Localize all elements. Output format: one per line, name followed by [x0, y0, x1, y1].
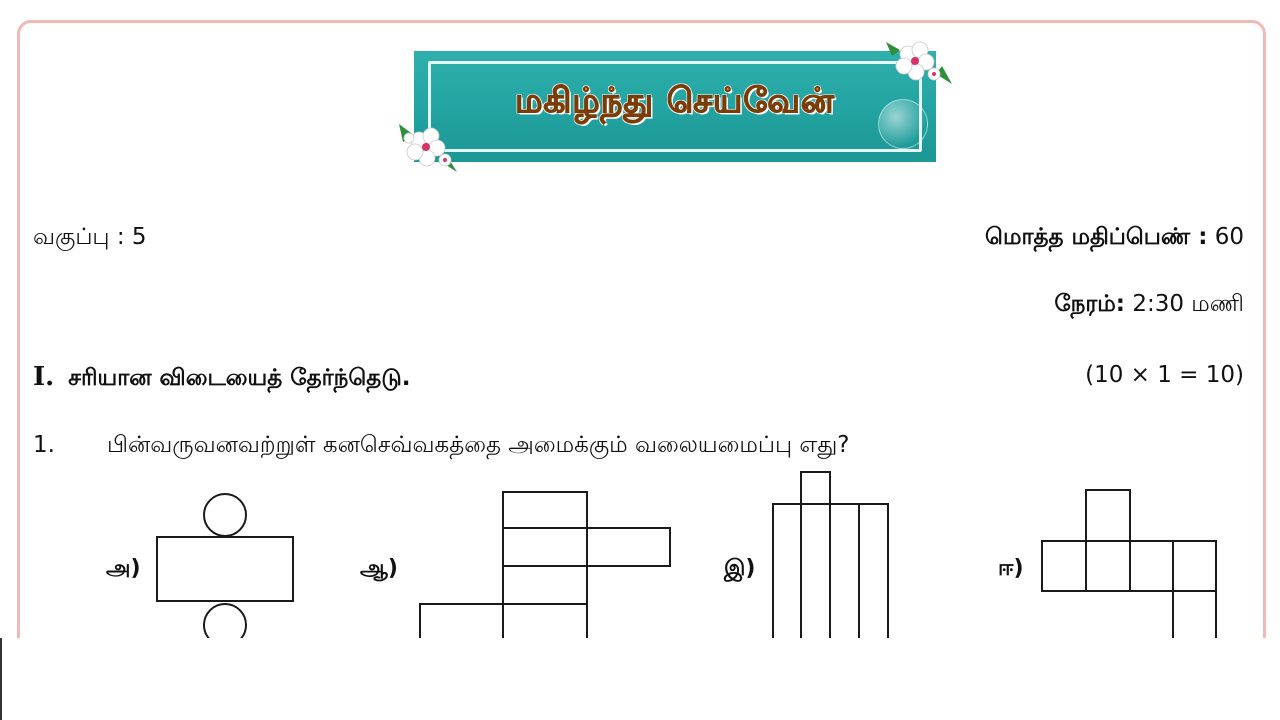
section-marks: (10 × 1 = 10) — [1085, 362, 1244, 388]
option-c-net-diagram — [770, 470, 894, 650]
total-marks — [985, 224, 1244, 253]
time-value: 2:30 மணி — [1132, 291, 1244, 317]
question-text: பின்வருவனவற்றுள் கனசெவ்வகத்தை அமைக்கும் வலையமைப்பு எது? — [107, 432, 850, 458]
net-a-top-circle — [204, 494, 246, 536]
option-d-net-diagram — [1040, 488, 1222, 650]
net-b-face — [587, 528, 670, 566]
net-d-face — [1086, 541, 1130, 591]
net-c-face — [859, 504, 888, 644]
section-number: I. — [33, 362, 55, 392]
net-c-face — [773, 504, 801, 644]
total-marks-value: 60 — [1214, 224, 1244, 250]
cropped-bottom-area — [0, 638, 1280, 720]
banner-title: மகிழ்ந்து செய்வேன் — [515, 81, 835, 121]
net-c-face — [801, 472, 830, 504]
net-d-face — [1086, 490, 1130, 541]
option-c-label: இ) — [724, 556, 756, 581]
option-b-label: ஆ) — [360, 556, 398, 581]
section-heading — [33, 362, 411, 394]
net-a-rectangle — [157, 537, 293, 601]
option-a-net-diagram — [150, 490, 300, 650]
net-b-face — [503, 528, 587, 566]
flower-decoration-right-icon — [884, 36, 954, 96]
net-d-face — [1130, 541, 1173, 591]
flower-decoration-left-icon — [393, 116, 463, 176]
net-b-face — [503, 492, 587, 528]
grade-label: வகுப்பு : 5 — [33, 224, 147, 250]
total-marks-label: மொத்த மதிப்பெண் : — [985, 224, 1208, 250]
title-banner — [414, 51, 936, 162]
option-b-net-diagram — [418, 490, 674, 650]
net-d-face — [1173, 541, 1216, 591]
net-c-face — [830, 504, 859, 644]
left-edge-line — [0, 638, 2, 720]
question-number: 1. — [33, 432, 55, 458]
time-label: நேரம்: — [1054, 291, 1125, 317]
exam-time — [1054, 291, 1244, 320]
section-title: சரியான விடையைத் தேர்ந்தெடு. — [68, 365, 411, 391]
option-a-label: அ) — [106, 556, 141, 581]
net-d-face — [1042, 541, 1086, 591]
net-c-face — [801, 504, 830, 644]
bubble-decoration — [878, 99, 928, 149]
net-b-face — [503, 566, 587, 604]
option-d-label: ஈ) — [998, 556, 1024, 581]
